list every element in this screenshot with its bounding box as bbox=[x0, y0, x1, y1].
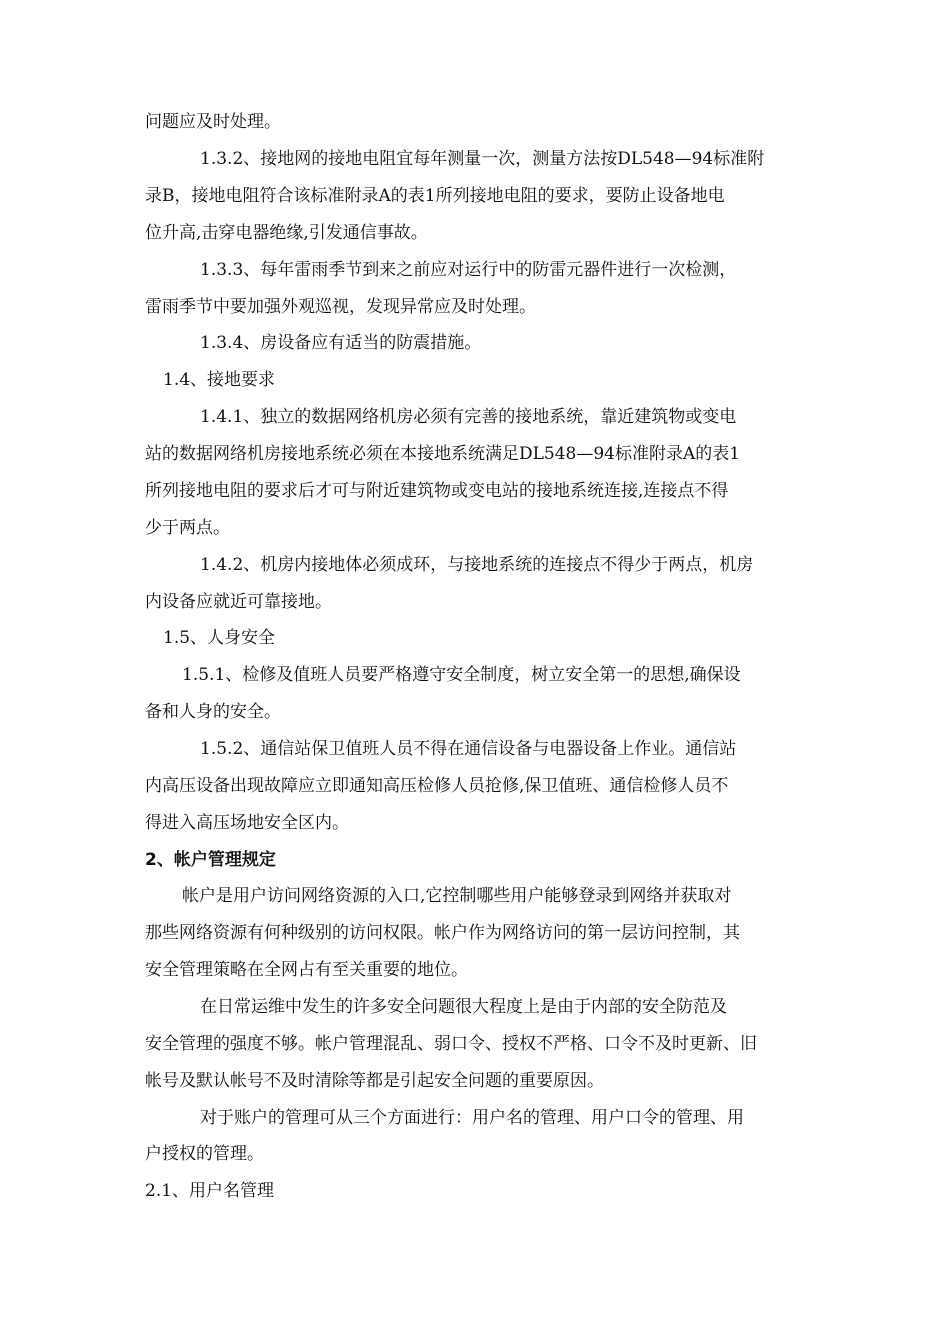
paragraph-line: 1.3.2、接地网的接地电阻宜每年测量一次，测量方法按DL548—94标准附 bbox=[200, 149, 765, 169]
paragraph-line: 1.3.4、房设备应有适当的防震措施。 bbox=[200, 333, 482, 353]
chapter-heading: 2、帐户管理规定 bbox=[145, 850, 276, 870]
paragraph-line: 站的数据网络机房接地系统必须在本接地系统满足DL548—94标准附录A的表1 bbox=[145, 444, 741, 464]
paragraph-line: 少于两点。 bbox=[145, 518, 230, 538]
paragraph-line: 户授权的管理。 bbox=[145, 1144, 264, 1164]
paragraph-line: 问题应及时处理。 bbox=[145, 112, 281, 132]
paragraph-line: 录B，接地电阻符合该标准附录A的表1所列接地电阻的要求，要防止设备地电 bbox=[145, 186, 725, 206]
paragraph-line: 备和人身的安全。 bbox=[145, 702, 281, 722]
paragraph-line: 1.4.1、独立的数据网络机房必须有完善的接地系统，靠近建筑物或变电 bbox=[200, 407, 737, 427]
section-heading: 2.1、用户名管理 bbox=[145, 1181, 275, 1201]
paragraph-line: 安全管理的强度不够。帐户管理混乱、弱口令、授权不严格、口令不及时更新、旧 bbox=[145, 1034, 757, 1054]
paragraph-line: 1.5.2、通信站保卫值班人员不得在通信设备与电器设备上作业。通信站 bbox=[200, 739, 737, 759]
paragraph-line: 那些网络资源有何种级别的访问权限。帐户作为网络访问的第一层访问控制，其 bbox=[145, 923, 740, 943]
paragraph-line: 位升高,击穿电器绝缘,引发通信事故。 bbox=[145, 223, 428, 243]
paragraph-line: 1.5.1、检修及值班人员要严格遵守安全制度，树立安全第一的思想,确保设 bbox=[182, 665, 741, 685]
paragraph-line: 在日常运维中发生的许多安全问题很大程度上是由于内部的安全防范及 bbox=[200, 997, 727, 1017]
paragraph-line: 内高压设备出现故障应立即通知高压检修人员抢修,保卫值班、通信检修人员不 bbox=[145, 776, 729, 796]
paragraph-line: 得进入高压场地安全区内。 bbox=[145, 813, 349, 833]
paragraph-line: 雷雨季节中要加强外观巡视，发现异常应及时处理。 bbox=[145, 297, 536, 317]
paragraph-line: 对于账户的管理可从三个方面进行：用户名的管理、用户口令的管理、用 bbox=[200, 1108, 744, 1128]
paragraph-line: 1.4.2、机房内接地体必须成环，与接地系统的连接点不得少于两点，机房 bbox=[200, 555, 754, 575]
paragraph-line: 安全管理策略在全网占有至关重要的地位。 bbox=[145, 960, 468, 980]
paragraph-line: 1.3.3、每年雷雨季节到来之前应对运行中的防雷元器件进行一次检测， bbox=[200, 260, 737, 280]
section-heading: 1.4、接地要求 bbox=[163, 370, 276, 390]
paragraph-line: 帐户是用户访问网络资源的入口,它控制哪些用户能够登录到网络并获取对 bbox=[182, 886, 732, 906]
paragraph-line: 所列接地电阻的要求后才可与附近建筑物或变电站的接地系统连接,连接点不得 bbox=[145, 481, 729, 501]
section-heading: 1.5、人身安全 bbox=[163, 628, 276, 648]
paragraph-line: 帐号及默认帐号不及时清除等都是引起安全问题的重要原因。 bbox=[145, 1071, 604, 1091]
paragraph-line: 内设备应就近可靠接地。 bbox=[145, 592, 332, 612]
